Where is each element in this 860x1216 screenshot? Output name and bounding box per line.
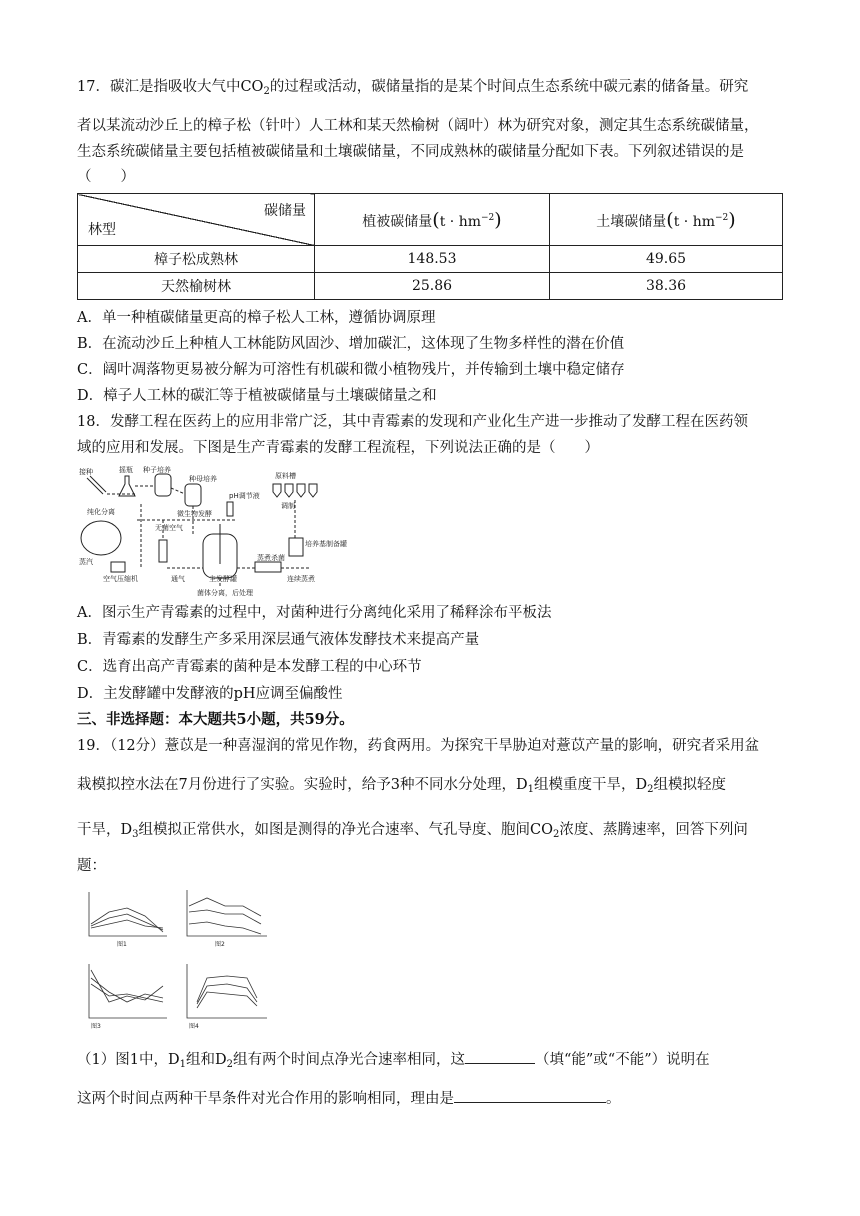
q19-line2: 栽模拟控水法在7月份进行了实验。实验时，给予3种不同水分处理，$D_1$组模重度干旱，$D_2$组模拟轻度	[77, 777, 726, 795]
diagram-label: 纯化分离	[87, 508, 115, 516]
q18-option-b: B．青霉素的发酵生产多采用深层通气液体发酵技术来提高产量	[77, 632, 480, 648]
diagram-label: 无菌空气	[155, 524, 183, 532]
diagram-label: 蒸汽	[79, 558, 93, 566]
q19-line4: 题：	[77, 858, 106, 874]
q19-subquestion-1-line1: （1）图1中，$D_1$组和$D_2$组有两个时间点净光合速率相同，这 （填“能”或“不能”）说明在	[77, 1049, 710, 1075]
q18-option-a: A．图示生产青霉素的过程中，对菌种进行分离纯化采用了稀释涂布平板法	[77, 605, 552, 621]
section-heading: 三、非选择题：本大题共5小题，共59分。	[77, 711, 354, 728]
diagram-label: 蒸煮杀菌	[257, 554, 285, 562]
answer-blank[interactable]	[465, 1049, 535, 1064]
carbon-storage-table	[77, 193, 783, 300]
q18-option-d: D．主发酵罐中发酵液的pH应调至偏酸性	[77, 686, 343, 702]
q17-line2: 者以某流动沙丘上的樟子松（针叶）人工林和某天然榆树（阔叶）林为研究对象，测定其生态系统碳储量，	[77, 118, 759, 134]
diagram-label: 原料槽	[275, 472, 296, 480]
diagram-label: pH调节液	[229, 492, 260, 500]
table-cell: 25.86	[315, 273, 550, 300]
q19-figures	[77, 884, 277, 1034]
figure-caption: 图3	[91, 1023, 101, 1030]
diagram-label: 菌体分离，后处理	[197, 589, 253, 597]
table-cell: 148.53	[315, 246, 550, 273]
diagram-label: 培养基制备罐	[305, 540, 347, 548]
table-corner-top: 碳储量	[264, 203, 306, 219]
diagram-label: 种母培养	[189, 475, 217, 483]
q19-line3: 干旱，$D_3$组模拟正常供水，如图是测得的净光合速率、气孔导度、胞间$CO_2$浓度、蒸腾速率，回答下列问	[77, 822, 748, 840]
q17-line3: 生态系统碳储量主要包括植被碳储量和土壤碳储量，不同成熟林的碳储量分配如下表。下列叙述错误的是	[77, 144, 744, 160]
table-cell: 49.65	[550, 246, 783, 273]
q18-line1: 18．发酵工程在医药上的应用非常广泛，其中青霉素的发现和产业化生产进一步推动了发酵工程在医药领	[77, 414, 748, 430]
diagram-label: 空气压缩机	[103, 575, 138, 583]
fermentation-flow-diagram	[77, 464, 347, 598]
diagram-label: 通气	[171, 575, 185, 583]
figure-caption: 图4	[189, 1023, 199, 1030]
table-row-name: 天然榆树林	[78, 273, 315, 300]
table-corner-bottom: 林型	[88, 222, 116, 238]
answer-blank[interactable]	[454, 1088, 606, 1103]
q19-line1: 19．（12分）薏苡是一种喜湿润的常见作物，药食两用。为探究干旱胁迫对薏苡产量的影响，研究者采用盆	[77, 738, 760, 754]
figure-caption: 图2	[215, 941, 225, 948]
q17-option-b: B．在流动沙丘上种植人工林能防风固沙、增加碳汇，这体现了生物多样性的潜在价值	[77, 336, 625, 352]
q18-option-c: C．选育出高产青霉素的菌种是本发酵工程的中心环节	[77, 659, 422, 675]
table-header-soil: 土壤碳储量$(t \cdot hm^{-2})$	[550, 194, 783, 246]
diagram-label: 主发酵罐	[209, 575, 237, 583]
diagram-label: 调制	[281, 502, 295, 510]
diagram-label: 摇瓶	[119, 466, 133, 474]
table-header-vegetation: 植被碳储量$(t \cdot hm^{-2})$	[315, 194, 550, 246]
q17-option-a: A．单一种植碳储量更高的樟子松人工林，遵循协调原理	[77, 310, 436, 326]
q17-option-d: D．樟子人工林的碳汇等于植被碳储量与土壤碳储量之和	[77, 388, 437, 404]
q18-line2: 域的应用和发展。下图是生产青霉素的发酵工程流程，下列说法正确的是（ ）	[77, 440, 599, 456]
diagram-label: 微生物发酵	[177, 510, 212, 518]
diagram-label: 种子培养	[143, 466, 171, 474]
table-cell: 38.36	[550, 273, 783, 300]
q19-subquestion-1-line2: 这两个时间点两种干旱条件对光合作用的影响相同，理由是 。	[77, 1088, 621, 1109]
q17-line1: 17．碳汇是指吸收大气中$CO_2$的过程或活动，碳储量指的是某个时间点生态系统中碳元素的储备量。研究	[77, 79, 749, 97]
diagram-label: 接种	[79, 468, 93, 476]
q17-option-c: C．阔叶凋落物更易被分解为可溶性有机碳和微小植物残片，并传输到土壤中稳定储存	[77, 362, 625, 378]
diagram-label: 连续蒸煮	[287, 575, 315, 583]
figure-caption: 图1	[117, 941, 127, 948]
table-row-name: 樟子松成熟林	[78, 246, 315, 273]
q17-paren: （ ）	[77, 169, 135, 185]
